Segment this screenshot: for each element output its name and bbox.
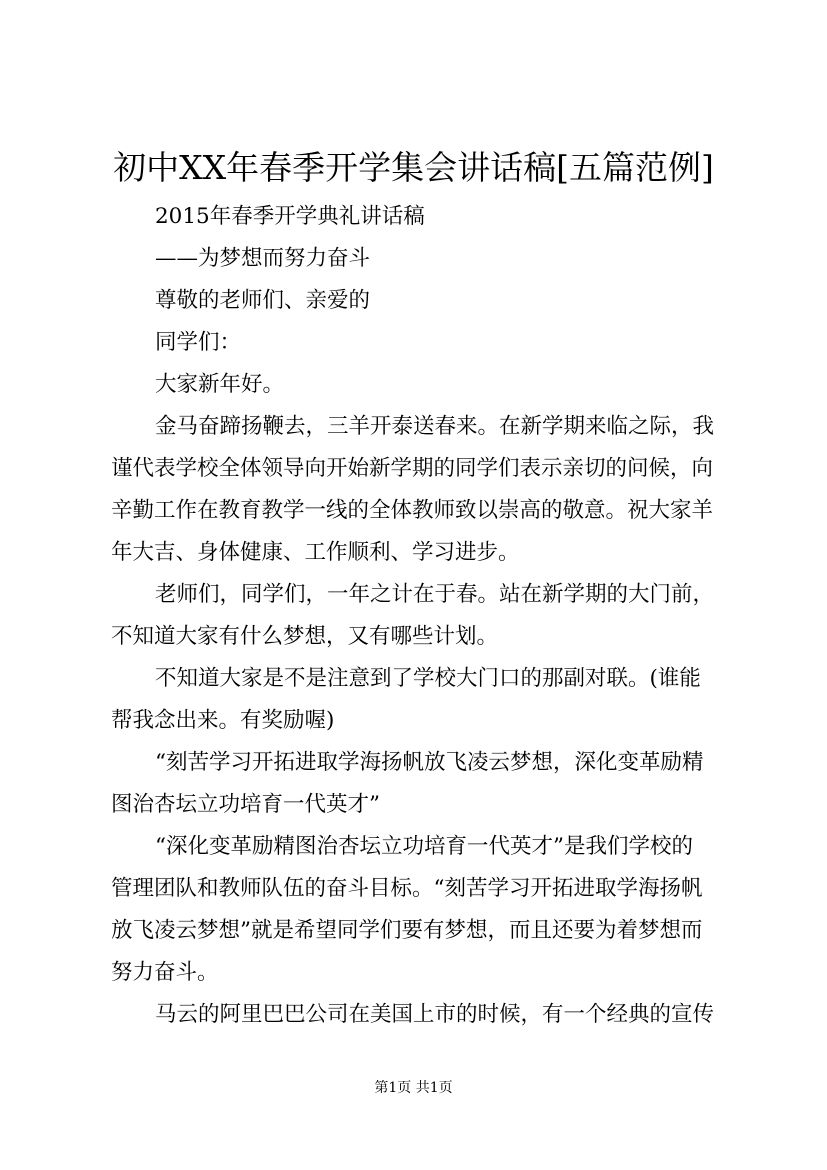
paragraph-line: 年大吉、身体健康、工作顺利、学习进步。 <box>111 540 520 565</box>
paragraph-line: 马云的阿里巴巴公司在美国上市的时候，有一个经典的宣传 <box>155 1002 715 1027</box>
paragraph-line: 金马奋蹄扬鞭去，三羊开泰送春来。在新学期来临之际，我 <box>155 414 715 439</box>
paragraph-line: 辛勤工作在教育教学一线的全体教师致以崇高的敬意。祝大家羊 <box>111 498 714 523</box>
quote-line: 图治杏坛立功培育一代英才” <box>111 792 380 817</box>
paragraph-line: 努力奋斗。 <box>111 960 219 985</box>
paragraph-line: 不知道大家有什么梦想，又有哪些计划。 <box>111 624 499 649</box>
salutation-line: 尊敬的老师们、亲爱的 <box>155 288 371 313</box>
document-body <box>111 196 739 1036</box>
paragraph-line: 老师们，同学们，一年之计在于春。站在新学期的大门前， <box>155 582 715 607</box>
salutation-line: 同学们： <box>155 330 242 355</box>
paragraph-line: 帮我念出来。有奖励喔) <box>111 708 335 733</box>
paragraph-line: “深化变革励精图治杏坛立功培育一代英才”是我们学校的 <box>155 834 693 859</box>
subtitle-theme-line: ——为梦想而努力奋斗 <box>155 246 371 271</box>
paragraph-line: 不知道大家是不是注意到了学校大门口的那副对联。(谁能 <box>155 666 701 691</box>
subtitle-line: 2015年春季开学典礼讲话稿 <box>155 204 425 229</box>
paragraph-line: 放飞凌云梦想”就是希望同学们要有梦想，而且还要为着梦想而 <box>111 918 703 943</box>
page-number-footer: 第1页 共1页 <box>374 1080 453 1096</box>
paragraph-line: 谨代表学校全体领导向开始新学期的同学们表示亲切的问候，向 <box>111 456 714 481</box>
document-title: 初中XX年春季开学集会讲话稿[五篇范例] <box>113 148 714 187</box>
quote-line: “刻苦学习开拓进取学海扬帆放飞凌云梦想，深化变革励精 <box>155 750 704 775</box>
greeting-line: 大家新年好。 <box>155 372 285 397</box>
paragraph-line: 管理团队和教师队伍的奋斗目标。“刻苦学习开拓进取学海扬帆 <box>111 876 703 901</box>
